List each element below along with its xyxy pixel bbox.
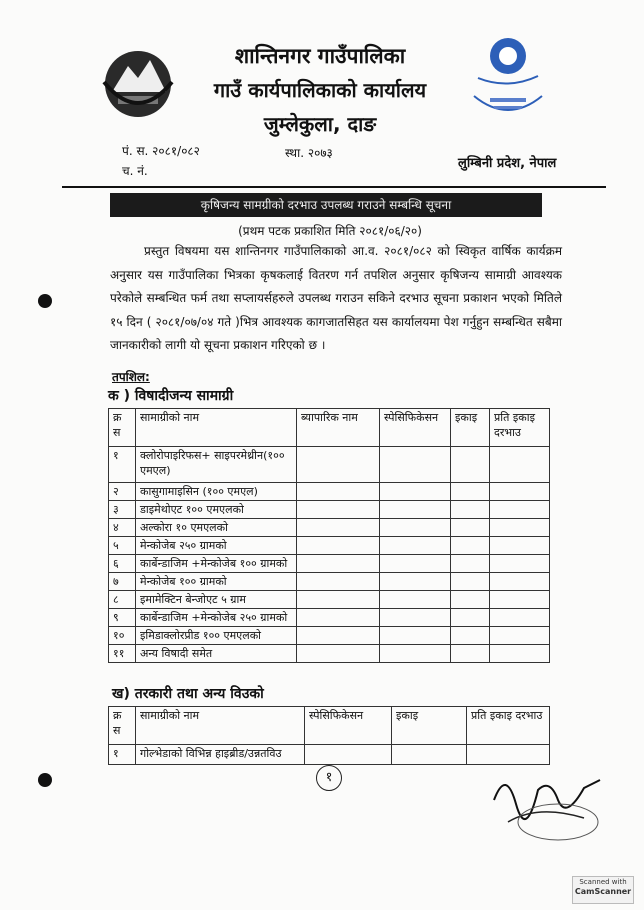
item-name: डाइमेथोएट १०० एमएलको [136,501,297,519]
table-row [109,645,550,663]
row-number: ११ [109,645,136,663]
item-name: मेन्कोजेब १०० ग्रामको [136,573,297,591]
item-name: कार्बेन्डाजिम +मेन्कोजेब २५० ग्रामको [136,609,297,627]
office-location: जुम्लेकुला, दाङ [263,112,377,136]
col-header: सामाग्रीको नाम [136,409,297,447]
row-number: ५ [109,537,136,555]
item-name: कासुगामाइसिन (१०० एमएल) [136,483,297,501]
item-name: अल्कोरा १० एमएलको [136,519,297,537]
dispatch-number: च. नं. [122,164,148,178]
reference-number: पं. स. २०८१/०८२ [122,144,200,158]
item-name: इमिडाक्लोरप्रीड १०० एमएलको [136,627,297,645]
row-number: ७ [109,573,136,591]
table-row [109,573,550,591]
item-name: मेन्कोजेब २५० ग्रामको [136,537,297,555]
col-header: इकाइ [392,707,467,745]
table-row [109,501,550,519]
watermark-line1: Scanned with [579,878,627,886]
row-number: ३ [109,501,136,519]
table-row [109,591,550,609]
seed-table [108,706,550,765]
col-header: क्र स [109,409,136,447]
first-published-date: (प्रथम पटक प्रकाशित मिति २०८१/०६/२०) [238,224,422,238]
signature-stamp-image [488,760,608,850]
row-number: ४ [109,519,136,537]
col-header: स्पेसिफिकेसन [305,707,392,745]
row-number: ९ [109,609,136,627]
notice-banner: कृषिजन्य सामग्रीको दरभाउ उपलब्ध गराउने सम्बन्धि सूचना [110,193,542,217]
item-name: अन्य विषादी समेत [136,645,297,663]
province-label: लुम्बिनी प्रदेश, नेपाल [458,156,557,171]
item-name: इमामेक्टिन बेन्जोएट ५ ग्राम [136,591,297,609]
col-header: प्रति इकाइ दरभाउ [490,409,550,447]
table-row [109,745,550,765]
row-number: १० [109,627,136,645]
table-header-row [109,409,550,447]
municipality-seal-icon [462,26,554,122]
col-header: क्र स [109,707,136,745]
table-row [109,555,550,573]
page-number: १ [316,765,342,791]
municipality-title: शान्तिनगर गाउँपालिका [234,44,406,68]
row-number: १ [109,447,136,483]
established-year: स्था. २०७३ [285,146,333,160]
header-divider [62,186,606,188]
table-row [109,519,550,537]
margin-hole-mark [38,294,52,308]
table-row [109,537,550,555]
government-emblem-icon [98,42,178,122]
office-title: गाउँ कार्यपालिकाको कार्यालय [213,78,427,102]
notice-body-text: प्रस्तुत विषयमा यस शान्तिनगर गाउँपालिकाको आ.व. २०८१/०८२ को स्विकृत वार्षिक कार्यक्रम अनुसार यस गाउँपालिका भित्रका कृषकलाई वितरण गर्न तपशिल अनुसार कृषिजन्य सामाग्री आवश्यक परेकोले सम्बन्धित फर्म तथा सप्लायर्सहरुले उपलब्ध गराउन सकिने दरभाउ सूचना प्रकाशन भएको मितिले १५ दिन ( २०८१/०७/०४ गते )भित्र आवश्यक कागजातसिहत यस कार्यालयमा पेश गर्नुहुन सम्बन्धित सबैमा जानकारीको लागी यो सूचना प्रकाशन गरिएको छ । [110,244,562,352]
table-header-row [109,707,550,745]
col-header: इकाइ [451,409,490,447]
table-row [109,483,550,501]
table-row [109,447,550,483]
row-number: ८ [109,591,136,609]
item-name: क्लोरोपाइरिफस+ साइपरमेथ्रीन(१०० एमएल) [136,447,297,483]
pesticide-table [108,408,550,663]
watermark-line2: CamScanner [574,887,632,896]
notice-body [110,240,562,358]
col-header: ब्यापारिक नाम [297,409,380,447]
table-row [109,609,550,627]
section-b-heading: ख) तरकारी तथा अन्य विउको [112,686,264,702]
camscanner-watermark [572,876,634,904]
table-row [109,627,550,645]
item-name: गोल्भेडाको विभिन्न हाइब्रीड/उन्नतविउ [136,745,305,765]
col-header: स्पेसिफिकेसन [380,409,451,447]
row-number: १ [109,745,136,765]
section-a-heading: क ) विषादीजन्य सामाग्री [108,388,234,404]
row-number: २ [109,483,136,501]
item-name: कार्बेन्डाजिम +मेन्कोजेब १०० ग्रामको [136,555,297,573]
row-number: ६ [109,555,136,573]
margin-hole-mark [38,773,52,787]
col-header: सामाग्रीको नाम [136,707,305,745]
details-label: तपशिल: [112,370,150,384]
col-header: प्रति इकाइ दरभाउ [467,707,550,745]
